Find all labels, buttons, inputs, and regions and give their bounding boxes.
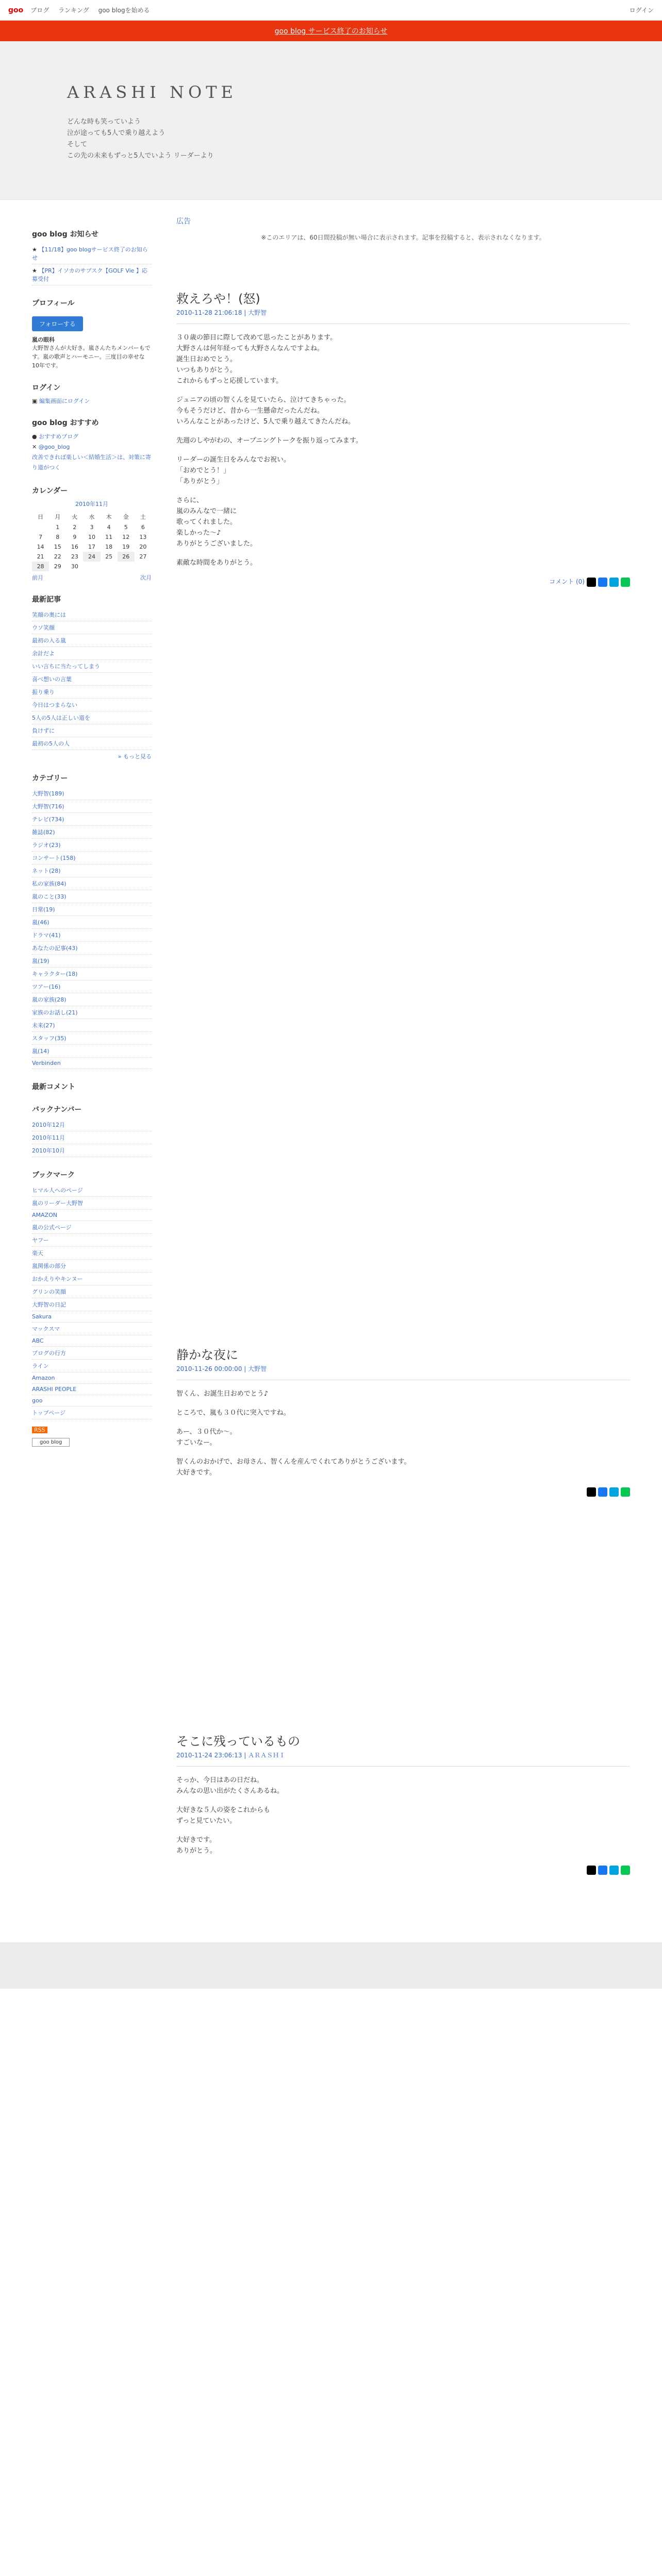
bookmark-item[interactable] (32, 1347, 152, 1360)
backnumber-item-link[interactable]: 2010年11月 (32, 1134, 65, 1141)
calendar-day[interactable]: 24 (83, 552, 100, 562)
calendar-day[interactable]: 11 (105, 534, 113, 540)
calendar-day[interactable]: 19 (122, 544, 130, 550)
page-divider-band (0, 1942, 662, 1989)
calendar-weekday: 木 (106, 514, 112, 520)
category-item-link[interactable]: Verbinden (32, 1060, 61, 1066)
calendar-day[interactable]: 29 (54, 563, 61, 570)
calendar-day (83, 562, 100, 571)
ad-heading: 広告 (176, 217, 191, 226)
description-line: この先の未来もずっと5人でいよう リーダーより (67, 152, 214, 160)
bookmark-item[interactable] (32, 1384, 152, 1395)
calendar-day (32, 522, 49, 532)
x-icon: ✕ (32, 444, 39, 450)
bookmark-item-link[interactable]: 大野智の日記 (32, 1301, 66, 1308)
bookmark-item[interactable] (32, 1197, 152, 1210)
backnumber-item-link[interactable]: 2010年10月 (32, 1147, 65, 1154)
backnumber-item-link[interactable]: 2010年12月 (32, 1122, 65, 1128)
category-item[interactable] (32, 826, 152, 839)
post-date[interactable]: 2010-11-26 00:00:00 | 大野智 (176, 1364, 630, 1380)
bookmark-item[interactable] (32, 1311, 152, 1323)
recommend-link[interactable]: おすすめブログ (39, 433, 79, 440)
edit-login-link[interactable]: 編集画面にログイン (39, 398, 90, 404)
category-item[interactable] (32, 1058, 152, 1069)
post-title[interactable]: そこに残っているもの (176, 1734, 300, 1749)
bookmark-item-link[interactable]: ABC (32, 1337, 44, 1344)
bookmark-item[interactable] (32, 1360, 152, 1372)
bookmark-item-link[interactable]: ブログの行方 (32, 1350, 66, 1357)
category-item[interactable] (32, 813, 152, 826)
post-paragraph: 素敵な時間をありがとう。 (176, 559, 257, 567)
description-line: 泣が途っても5人で乗り越えよう (67, 129, 166, 137)
category-item[interactable] (32, 839, 152, 852)
bookmark-item[interactable] (32, 1273, 152, 1285)
sidebar-heading-bookmark: ブックマーク (32, 1171, 75, 1179)
facebook-share-icon[interactable] (598, 1866, 607, 1875)
recommend-link[interactable]: 改善できれば楽しい＜結婚生活＞は、対策に寄り道がつく (32, 454, 151, 471)
post-date[interactable]: 2010-11-28 21:06:18 | 大野智 (176, 308, 630, 324)
calendar-day[interactable]: 16 (71, 544, 78, 550)
post-paragraph: 先週のしやがわの、オープニングトークを振り返ってみます。 (176, 437, 362, 445)
calendar-day[interactable]: 12 (122, 534, 130, 540)
post-paragraph: リーダーの誕生日をみんなでお祝い。 「おめでとう！」 「ありがとう」 (176, 456, 291, 485)
post-paragraph: ３０歳の節目に際して改めて思ったことがあります。 大野さんは何年経っても大野さんなんですよね。 誕生日おめでとう。 いつもありがとう。 これからもずっと応援しています。 (176, 334, 337, 385)
category-item[interactable] (32, 942, 152, 955)
category-item[interactable] (32, 800, 152, 813)
category-item-link[interactable]: テレビ(734) (32, 816, 64, 823)
bookmark-item[interactable] (32, 1221, 152, 1234)
line-share-icon[interactable] (621, 1487, 630, 1497)
post-paragraph: 大好きな５人の姿をこれからも ずっと見ていたい。 (176, 1806, 271, 1825)
post-body (176, 332, 630, 568)
blog-title[interactable]: ARASHI NOTE (67, 82, 237, 102)
calendar-day[interactable]: 13 (139, 534, 147, 540)
bookmark-item[interactable] (32, 1335, 152, 1347)
category-item[interactable] (32, 1032, 152, 1045)
category-item-link[interactable]: コンサート(158) (32, 855, 76, 861)
sidebar-heading-latest: 最新記事 (32, 596, 61, 604)
hatena-share-icon[interactable] (609, 578, 619, 587)
blog-post (176, 1736, 630, 1880)
notice-item[interactable] (32, 243, 152, 264)
calendar-day (118, 562, 135, 571)
latest-post-item[interactable] (32, 660, 152, 673)
bookmark-item-link[interactable]: goo (32, 1397, 43, 1404)
latest-post-item[interactable] (32, 647, 152, 660)
category-item-link[interactable]: 嵐(19) (32, 958, 49, 964)
bookmark-item-link[interactable]: マックスマ (32, 1326, 60, 1332)
calendar-day[interactable]: 7 (39, 534, 43, 540)
post-title[interactable]: 救えろや！(怒) (176, 292, 260, 306)
bookmark-item[interactable] (32, 1395, 152, 1406)
sidebar-heading-category: カテゴリー (32, 774, 68, 783)
share-buttons (176, 1486, 630, 1497)
category-item-link[interactable]: 嵐(14) (32, 1048, 49, 1055)
notice-item[interactable] (32, 264, 152, 285)
latest-post-item-link[interactable]: ウソ笑顔 (32, 624, 55, 631)
category-item[interactable] (32, 1019, 152, 1032)
profile-name: 嵐の眼科 (32, 336, 55, 343)
category-item-link[interactable]: 嵐の家族(28) (32, 996, 67, 1003)
calendar-day[interactable]: 25 (105, 553, 113, 560)
calendar-day[interactable]: 6 (141, 524, 145, 531)
bookmark-item-link[interactable]: グリンの笑顔 (32, 1289, 66, 1295)
calendar-day[interactable]: 28 (32, 562, 49, 571)
post-paragraph: そっか、今日はあの日だね。 みんなの思い出がたくさんあるね。 (176, 1776, 284, 1795)
bookmark-item-link[interactable]: ヒマル人へのページ (32, 1187, 83, 1194)
calendar-day[interactable]: 10 (88, 534, 95, 540)
calendar-day[interactable]: 2 (73, 524, 77, 531)
calendar-day[interactable]: 18 (105, 544, 113, 550)
calendar-title: 2010年11月 (75, 501, 108, 507)
bookmark-item[interactable] (32, 1234, 152, 1247)
backnumber-item[interactable] (32, 1131, 152, 1144)
nav-blog-link[interactable]: ブログ (30, 7, 49, 14)
latest-post-item[interactable] (32, 673, 152, 686)
latest-post-item-link[interactable]: 5人の5人は正しい道を (32, 715, 90, 721)
category-item-link[interactable]: 嵐のこと(33) (32, 893, 67, 900)
category-item-link[interactable]: あなたの記事(43) (32, 945, 78, 952)
calendar-day[interactable]: 1 (56, 524, 60, 531)
calendar-day[interactable]: 9 (73, 534, 77, 540)
category-item[interactable] (32, 890, 152, 903)
sidebar (32, 216, 152, 1445)
calendar-day[interactable]: 17 (88, 544, 95, 550)
latest-post-item-link[interactable]: 今日はつまらない (32, 702, 77, 708)
category-item[interactable] (32, 916, 152, 929)
calendar-day (135, 562, 152, 571)
latest-post-item[interactable] (32, 621, 152, 634)
calendar-day[interactable]: 8 (56, 534, 60, 540)
recommend-link[interactable]: @goo_blog (38, 444, 70, 450)
post-date[interactable]: 2010-11-24 23:06:13 | ＡＲＡＳＨＩ (176, 1750, 630, 1767)
category-item-link[interactable]: ドラマ(41) (32, 932, 61, 939)
blog-post (176, 294, 630, 592)
latest-post-item[interactable] (32, 608, 152, 621)
category-item[interactable] (32, 877, 152, 890)
calendar-weekday: 火 (72, 514, 78, 520)
description-line: どんな時も笑っていよう (67, 118, 141, 126)
category-item[interactable] (32, 929, 152, 942)
x-share-icon[interactable] (587, 1866, 596, 1875)
blog-header (0, 41, 662, 200)
category-item[interactable] (32, 865, 152, 877)
post-paragraph: ジュニアの頃の智くんを見ていたら、泣けてきちゃった。 今もそうだけど、昔から一生懸命だったんだね。 いろんなことがあったけど、5人で乗り越えてきたんだね。 (176, 396, 355, 426)
star-icon: ★ (32, 267, 39, 274)
bookmark-item-link[interactable]: 嵐のリーダー大野智 (32, 1200, 83, 1207)
bookmark-item[interactable] (32, 1247, 152, 1260)
category-item-link[interactable]: 嵐(46) (32, 919, 49, 926)
post-paragraph: 大好きです。 ありがとう。 (176, 1836, 217, 1855)
nav-start-link[interactable]: goo blogを始める (98, 7, 150, 14)
latest-post-item[interactable] (32, 724, 152, 737)
share-buttons (176, 577, 630, 587)
sidebar-heading-notice: goo blog お知らせ (32, 230, 99, 239)
latest-post-item-link[interactable]: 最初の入る嵐 (32, 637, 66, 644)
share-buttons (176, 1865, 630, 1875)
calendar-next-link[interactable]: 次月 (140, 574, 152, 581)
latest-post-item[interactable] (32, 699, 152, 711)
profile-text: 大野智さんが大好き。嵐さんたちメンバーもです。嵐の歌声とハーモニー。三度目の幸せな10年です。 (32, 345, 151, 369)
post-paragraph: あー、３０代か〜。 すごいなー。 (176, 1428, 237, 1447)
latest-post-item-link[interactable]: いい言ちに当たってしまう (32, 663, 100, 670)
bookmark-item[interactable] (32, 1260, 152, 1273)
bookmark-item-link[interactable]: トップページ (32, 1410, 66, 1416)
bookmark-item-link[interactable]: ヤフー (32, 1237, 49, 1244)
login-link[interactable]: ログイン (629, 7, 654, 14)
post-paragraph: 智くんのおかげで、お母さん、智くんを産んでくれてありがとうございます。 大好きです。 (176, 1458, 411, 1477)
calendar-weekday: 土 (140, 514, 146, 520)
login-icon: ▣ (32, 398, 39, 404)
sidebar-heading-login: ログイン (32, 384, 61, 392)
post-paragraph: 智くん、お誕生日おめでとう♪ (176, 1390, 269, 1398)
more-latest-link[interactable]: » もっと見る (118, 753, 152, 760)
category-item[interactable] (32, 852, 152, 865)
bookmark-item[interactable] (32, 1298, 152, 1311)
x-share-icon[interactable] (587, 578, 596, 587)
category-item-link[interactable]: ツアー(16) (32, 984, 61, 990)
star-icon: ★ (32, 246, 39, 253)
calendar-day (101, 562, 118, 571)
calendar-day[interactable]: 3 (90, 524, 94, 531)
category-item[interactable] (32, 903, 152, 916)
calendar-day[interactable]: 27 (139, 553, 147, 560)
calendar-day[interactable]: 22 (54, 553, 61, 560)
bookmark-item-link[interactable]: ARASHI PEOPLE (32, 1386, 77, 1393)
goo-icon: ● (32, 433, 39, 440)
backnumber-item[interactable] (32, 1118, 152, 1131)
category-item-link[interactable]: 未来(27) (32, 1022, 55, 1029)
latest-post-item-link[interactable]: 最初の5人の人 (32, 740, 70, 747)
category-item[interactable] (32, 993, 152, 1006)
sidebar-heading-recommend: goo blog おすすめ (32, 419, 99, 427)
post-title[interactable]: 静かな夜に (176, 1348, 238, 1362)
category-item-link[interactable]: 大野智(189) (32, 790, 64, 797)
calendar-day[interactable]: 15 (54, 544, 61, 550)
bookmark-item[interactable] (32, 1285, 152, 1298)
bookmark-item-link[interactable]: おかえりやキンヌー (32, 1276, 83, 1282)
goo-blog-badge[interactable]: goo blog (32, 1438, 70, 1447)
calendar-weekday: 金 (123, 514, 129, 520)
category-item[interactable] (32, 1006, 152, 1019)
calendar-day[interactable]: 30 (71, 563, 78, 570)
follow-button[interactable]: フォローする (32, 316, 83, 331)
bookmark-item-link[interactable]: 嵐の公式ページ (32, 1224, 72, 1231)
bookmark-item[interactable] (32, 1406, 152, 1419)
latest-post-item-link[interactable]: 笑顔の奥には (32, 612, 66, 618)
category-item-link[interactable]: 私の家族(84) (32, 880, 67, 887)
category-item-link[interactable]: スタッフ(35) (32, 1035, 67, 1042)
bookmark-item-link[interactable]: 嵐関係の部分 (32, 1263, 66, 1269)
category-item-link[interactable]: 日常(19) (32, 906, 55, 913)
category-item[interactable] (32, 787, 152, 800)
calendar-day[interactable]: 14 (37, 544, 44, 550)
category-item-link[interactable]: ラジオ(23) (32, 842, 61, 849)
calendar-weekday: 水 (89, 514, 95, 520)
sidebar-heading-backnumber: バックナンバー (32, 1106, 82, 1114)
x-share-icon[interactable] (587, 1487, 596, 1497)
facebook-share-icon[interactable] (598, 578, 607, 587)
top-nav (30, 6, 157, 14)
latest-post-item-link[interactable]: 余計だよ (32, 650, 55, 657)
latest-post-item-link[interactable]: 喜べ想いの言葉 (32, 676, 72, 683)
rss-icon[interactable]: RSS (32, 1427, 47, 1433)
bookmark-item-link[interactable]: ライン (32, 1363, 49, 1369)
backnumber-item[interactable] (32, 1144, 152, 1157)
bookmark-item-link[interactable]: Sakura (32, 1313, 52, 1320)
line-share-icon[interactable] (621, 578, 630, 587)
category-item-link[interactable]: 大野智(716) (32, 803, 64, 810)
hatena-share-icon[interactable] (609, 1487, 619, 1497)
latest-post-item[interactable] (32, 711, 152, 724)
post-paragraph: さらに、 嵐のみんなで一緒に 歌ってくれました。 楽しかった〜♪ ありがとうございました。 (176, 497, 257, 548)
top-navigation-bar (0, 0, 662, 21)
post-body (176, 1775, 630, 1856)
category-item[interactable] (32, 980, 152, 993)
description-line: そして (67, 141, 88, 148)
calendar-day[interactable]: 4 (107, 524, 111, 531)
sidebar-heading-comment: 最新コメント (32, 1083, 75, 1091)
nav-ranking-link[interactable]: ランキング (58, 7, 89, 14)
calendar-day[interactable]: 21 (37, 553, 44, 560)
blog-post (176, 1350, 630, 1502)
blog-description (67, 116, 662, 162)
post-body (176, 1388, 630, 1478)
calendar-day[interactable]: 23 (71, 553, 78, 560)
facebook-share-icon[interactable] (598, 1487, 607, 1497)
calendar-prev-link[interactable]: 前月 (32, 574, 43, 581)
calendar-day[interactable]: 5 (124, 524, 128, 531)
notice-link[interactable]: 【PR】イソカのサブスク【GOLF Vie 】応募受付 (32, 267, 147, 282)
bookmark-item[interactable] (32, 1372, 152, 1384)
hatena-share-icon[interactable] (609, 1866, 619, 1875)
latest-post-item[interactable] (32, 634, 152, 647)
calendar-weekday: 日 (38, 514, 44, 520)
category-item[interactable] (32, 968, 152, 980)
latest-post-item[interactable] (32, 737, 152, 750)
category-item[interactable] (32, 955, 152, 968)
bookmark-item-link[interactable]: 楽天 (32, 1250, 43, 1257)
bookmark-item[interactable] (32, 1210, 152, 1221)
service-notice-bar (0, 21, 662, 41)
post-paragraph: ところで、嵐も３０代に突入ですね。 (176, 1409, 290, 1417)
latest-post-item-link[interactable]: 負けずに (32, 727, 55, 734)
bookmark-item-link[interactable]: Amazon (32, 1375, 55, 1381)
notice-link[interactable]: 【11/18】goo blogサービス終了のお知らせ (32, 246, 148, 261)
comment-link[interactable]: コメント (0) (549, 578, 585, 585)
line-share-icon[interactable] (621, 1866, 630, 1875)
service-notice-link[interactable]: goo blog サービス終了のお知らせ (274, 27, 388, 36)
category-item[interactable] (32, 1045, 152, 1058)
category-item-link[interactable]: 雑誌(82) (32, 829, 55, 836)
goo-logo[interactable]: goo (8, 6, 24, 14)
ad-text: ※このエリアは、60日間投稿が無い場合に表示されます。記事を投稿すると、表示されなくなります。 (261, 234, 545, 241)
bookmark-item[interactable] (32, 1184, 152, 1197)
sidebar-heading-profile: プロフィール (32, 299, 75, 308)
category-item-link[interactable]: 家族のお話し(21) (32, 1009, 78, 1016)
calendar-weekday: 月 (55, 514, 61, 520)
calendar-day[interactable]: 20 (139, 544, 147, 550)
category-item-link[interactable]: ネット(28) (32, 868, 61, 874)
category-item-link[interactable]: キャラクター(18) (32, 971, 78, 977)
latest-post-item-link[interactable]: 振り乗り (32, 689, 55, 696)
calendar-day[interactable]: 26 (118, 552, 135, 562)
bookmark-item-link[interactable]: AMAZON (32, 1212, 57, 1218)
sidebar-heading-calendar: カレンダー (32, 487, 68, 495)
bookmark-item[interactable] (32, 1323, 152, 1335)
latest-post-item[interactable] (32, 686, 152, 699)
main-content (176, 216, 630, 1855)
calendar (32, 511, 152, 571)
